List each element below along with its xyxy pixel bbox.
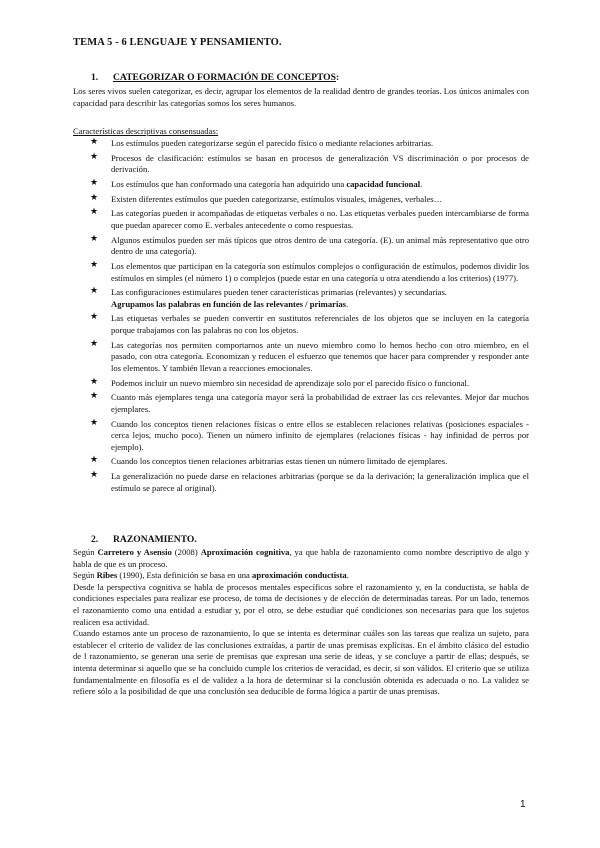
section-1-title: CATEGORIZAR O FORMACIÓN DE CONCEPTOS (113, 72, 336, 83)
list-item: ★ Las configuraciones estimulares pueden tener características primarias (relevantes) y secundarias. Agrupamos las palabras en función de las relevantes / primarias. (90, 286, 447, 309)
star-icon: ★ (90, 391, 99, 402)
list-item: ★ Los estímulos pueden categorizarse según el parecido físico o mediante relaciones arbitrarias. (90, 137, 434, 148)
list-item: ★ Las etiquetas verbales se pueden convertir en sustitutos referenciales de los objetos que se incluyen en la categoría porque trabajamos con las palabras no con los objetos. (90, 312, 529, 336)
paragraph-perspectives: Desde la perspectiva cognitiva se habla de procesos mentales específicos sobre el razonamiento y, en la conductista, se habla de condiciones especiales para realizar ese proceso, de toma de decisiones y de elección de determinadas tareas. Por un lado, tenemos el razonamiento como una entidad a estudiar y, por el otro, se debe estudiar qué condiciones son necesarias para que los sujetos realicen esa actividad. (73, 581, 529, 627)
paragraph-cognitive: Según Carretero y Asensio (2008) Aproximación cognitiva, ya que habla de razonamiento como nombre descriptivo de algo y habla de que es un proceso. (73, 547, 529, 569)
star-icon: ★ (90, 207, 99, 218)
characteristics-list-title: Características descriptivas consensuadas: (73, 126, 219, 136)
list-item: ★ La generalización no puede darse en relaciones arbitrarias (porque se da la derivación; la generalización implica que el estímulo se parece al original). (90, 470, 529, 493)
characteristics-list (73, 138, 529, 497)
list-item: ★ Algunos estímulos pueden ser más típicos que otros dentro de una categoría. (E). un animal más representativo que otro dentro de una categoría). (90, 233, 529, 257)
list-item: ★ Los elementos que participan en la categoría son estímulos complejos o configuración de estímulos, podemos dividir los estímulos en simples (el número 1) o complejos (puede estar en una categoría u otra atendiendo a los criterios) (1977). (90, 259, 529, 283)
star-icon: ★ (90, 338, 99, 349)
section-1-intro: Los seres vivos suelen categorizar, es decir, agrupar los elementos de la realidad dentro de grandes teorías. Los únicos animales con capacidad para describir las categorías somos los seres humanos. (73, 86, 529, 108)
section-2-body (73, 547, 529, 698)
star-icon: ★ (90, 233, 99, 244)
list-item: ★ Las categorías nos permiten comportarnos ante un nuevo miembro como lo hemos hecho con otro miembro, en el pasado, con otra categoría. Economizan y reducen el esfuerzo que tenemos que hacer para comprender y responder ante los elementos. Y también llevan a reacciones emocionales. (90, 338, 529, 373)
paragraph-behavioral: Según Ribes (1990), Esta definición se basa en una aproximación conductista. (73, 570, 349, 581)
star-icon: ★ (90, 286, 99, 297)
page-number: 1 (520, 799, 526, 810)
list-item: ★ Existen diferentes estímulos que pueden categorizarse, estímulos visuales, imágenes, verbales… (90, 192, 443, 204)
paragraph-reasoning-process: Cuando estamos ante un proceso de razonamiento, lo que se intenta es determinar cuáles son las tareas que realiza un sujeto, para establecer el criterio de validez de las conclusiones extraídas, a partir de unas premisas explícitas. En el ámbito clásico del estudio de l razonamiento, se generan una serie de premisas que expresan una serie de ideas, y se concluye a partir de ellas; después, se intenta determinar si aquello que se ha concluido cumple los criterios de veracidad, es decir, si son válidos. El criterio que se utiliza fundamentalmente en filosofía es el de validez a la hora de determinar si la conclusión obtenida es adecuada o no. La validez se refiere sólo a la posibilidad de que una conclusión sea deducible de forma lógica a partir de unas premisas. (73, 628, 529, 697)
list-item: ★ Cuando los conceptos tienen relaciones físicas o entre ellos se establecen relaciones relativas (posiciones espaciales - cerca lejos, mucho poco). Tienen un número infinito de ejemplares (relaciones físicas - hay infinidad de perros por ejemplo). (90, 417, 529, 452)
list-item: ★ Cuanto más ejemplares tenga una categoría mayor será la probabilidad de extraer las ccs relevantes. Mejor dar muchos ejemplares. (90, 391, 529, 414)
star-icon: ★ (90, 137, 99, 147)
star-icon: ★ (90, 177, 99, 188)
star-icon: ★ (90, 470, 99, 481)
list-item: ★ Podemos incluir un nuevo miembro sin necesidad de aprendizaje solo por el parecido físico o funcional. (90, 376, 469, 388)
document-title: TEMA 5 - 6 LENGUAJE Y PENSAMIENTO. (73, 37, 282, 48)
section-1-title-suffix: : (335, 72, 340, 83)
star-icon: ★ (90, 376, 99, 387)
list-item: ★ Los estímulos que han conformado una categoría han adquirido una capacidad funcional. (90, 177, 423, 189)
star-icon: ★ (90, 455, 99, 466)
star-icon: ★ (90, 259, 99, 270)
list-item: ★ Cuando los conceptos tienen relaciones arbitrarias estas tienen un número limitado de ejemplares. (90, 455, 448, 467)
section-2-title: RAZONAMIENTO. (113, 534, 197, 545)
star-icon: ★ (90, 151, 99, 162)
list-item: ★ Procesos de clasificación: estímulos se basan en procesos de generalización VS discriminación o por procesos de derivación. (90, 151, 529, 175)
section-1-heading (91, 72, 339, 83)
section-2-heading (91, 534, 197, 545)
list-item: ★ Las categorías pueden ir acompañadas de etiquetas verbales o no. Las etiquetas verbales pueden intercambiarse de forma que puedan aparecer como E. verbales antecedente o como respuestas. (90, 207, 529, 230)
star-icon: ★ (90, 312, 99, 323)
star-icon: ★ (90, 192, 99, 203)
star-icon: ★ (90, 417, 99, 428)
section-1-number: 1. (91, 72, 99, 83)
section-2-number: 2. (91, 534, 99, 545)
